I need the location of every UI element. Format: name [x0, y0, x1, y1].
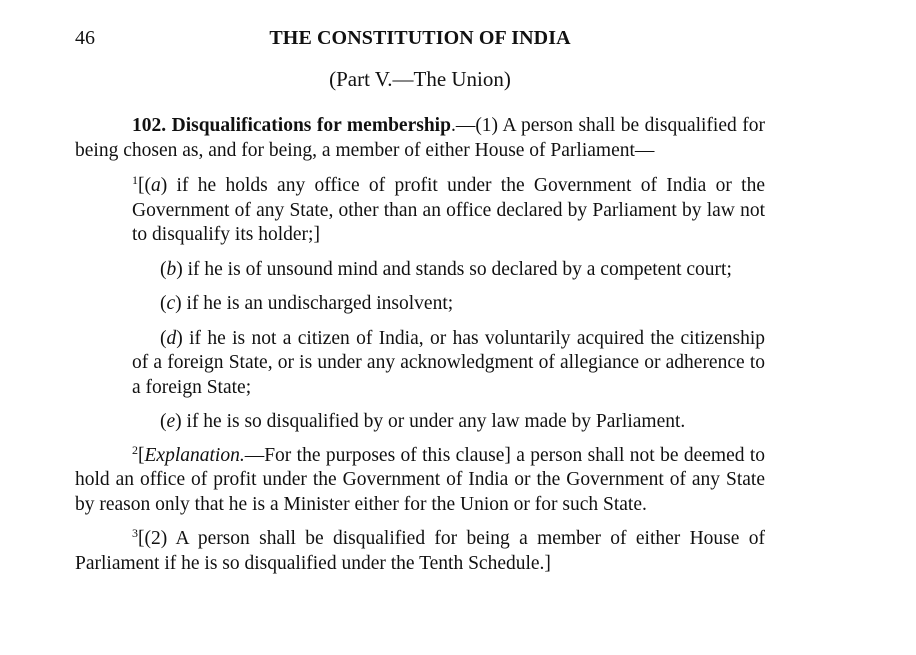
- section-paragraph: [75, 114, 765, 163]
- clause-letter: b: [166, 258, 177, 280]
- clause-2-text: [(2) A person shall be disqualified for being a member of either House of Parliament if he is so disqualified under the Tenth Schedule.]: [75, 528, 765, 574]
- clause-2-paragraph: [75, 527, 765, 576]
- clause-text: ) if he is an undischarged insolvent;: [175, 293, 454, 314]
- clause-text: ) if he is so disqualified by or under any law made by Parliament.: [175, 411, 686, 432]
- document-title: THE CONSTITUTION OF INDIA: [269, 27, 571, 49]
- page-number: 46: [75, 27, 95, 49]
- clause-letter: a: [151, 175, 161, 196]
- section-heading: 102. Disqualifications for membership: [132, 115, 451, 136]
- clause-letter: d: [166, 327, 177, 349]
- article-body: [75, 114, 765, 576]
- footnote-marker: 3: [132, 526, 138, 540]
- part-heading: (Part V.—The Union): [329, 67, 511, 91]
- clause-b: (b) if he is of unsound mind and stands so declared by a competent court;: [160, 258, 732, 280]
- footnote-marker: 1: [132, 173, 138, 187]
- clause-c: (c) if he is an undischarged insolvent;: [160, 293, 454, 314]
- clause-d: (d) if he is not a citizen of India, or has voluntarily acquired the citizenship of a foreign State, or is under any acknowledgment of allegiance or adherence to a foreign State;: [132, 327, 765, 398]
- explanation-paragraph: $^2$[Explanation.—For the purposes of this clause] a person shall not be deemed to hold an office of profit under the Government of India or the Government of any State by reason only that he is a Minister either for the Union or for such State.: [75, 442, 765, 515]
- clause-letter: c: [166, 293, 176, 314]
- clause-text: ) if he is not a citizen of India, or has voluntarily acquired the citizenship of a foreign State, or is under any acknowledgment of allegiance or adherence to a foreign State;: [132, 327, 765, 398]
- footnote-marker: 2: [132, 442, 138, 457]
- running-header: [75, 27, 765, 55]
- clause-a: $^1$[(a) if he holds any office of profit under the Government of India or the Government of any State, other than an office declared by Parliament by law not to disqualify its holder;]: [132, 173, 765, 245]
- explanation-label: Explanation.: [144, 444, 245, 466]
- section-heading-dash: .—: [450, 115, 476, 136]
- clause-e: (e) if he is so disqualified by or under any law made by Parliament.: [160, 411, 686, 432]
- clause-letter: e: [166, 411, 176, 432]
- clause-text: ) if he is of unsound mind and stands so declared by a competent court;: [176, 258, 732, 280]
- section-intro: (1) A person shall be disqualified for being chosen as, and for being, a member of either House of Parliament—: [75, 115, 765, 161]
- explanation-text: —For the purposes of this clause] a person shall not be deemed to hold an office of profit under the Government of India or the Government of any State by reason only that he is a Minister either for the Union or for such State.: [75, 444, 765, 515]
- clause-text: ) if he holds any office of profit under the Government of India or the Government of any State, other than an office declared by Parliament by law not to disqualify its holder;]: [132, 175, 765, 245]
